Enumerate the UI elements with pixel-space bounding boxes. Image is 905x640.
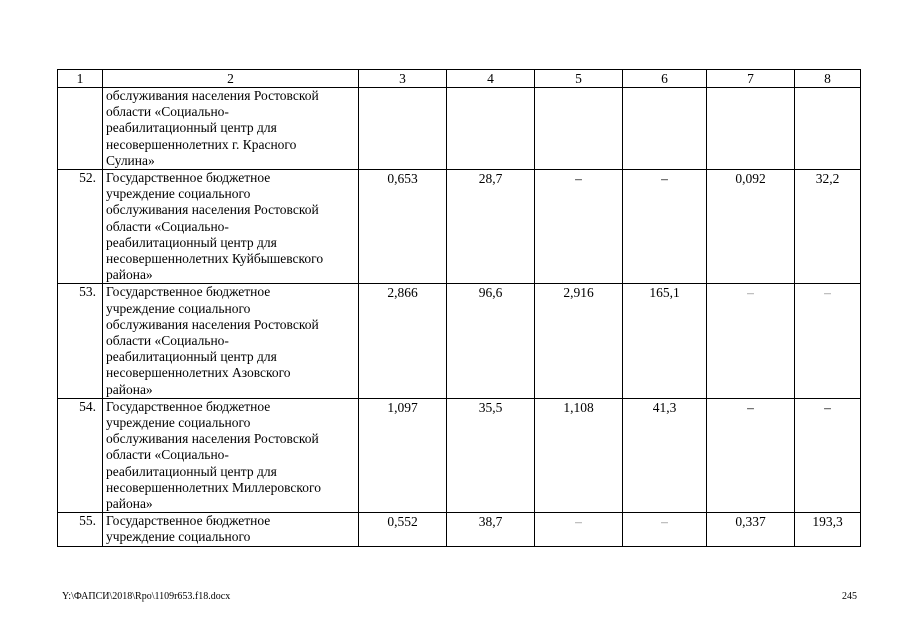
- name-line: обслуживания населения Ростовской: [106, 88, 319, 103]
- page-number: 245: [842, 591, 857, 602]
- name-line: реабилитационный центр для: [106, 234, 277, 250]
- row-number: 54.: [58, 398, 103, 512]
- name-line: области «Социально-: [106, 333, 229, 349]
- column-header: 8: [795, 70, 861, 88]
- name-line: Сулина»: [106, 152, 155, 168]
- name-line: области «Социально-: [106, 218, 229, 234]
- value-cell: [359, 88, 447, 170]
- value-cell: 0,337: [707, 513, 795, 546]
- institution-name: [103, 88, 359, 170]
- name-line: Государственное бюджетное: [106, 513, 271, 529]
- value-cell: 1,108: [535, 398, 623, 512]
- value-cell: [795, 88, 861, 170]
- value-cell: 2,916: [535, 284, 623, 398]
- value-cell: –: [707, 284, 795, 398]
- institution-name: [103, 170, 359, 284]
- value-cell: 165,1: [623, 284, 707, 398]
- table-row: [58, 88, 861, 170]
- table-row: [58, 513, 861, 546]
- name-line: района»: [106, 496, 153, 512]
- file-path: Y:\ФАПСИ\2018\Rpo\1109r653.f18.docx: [62, 591, 231, 602]
- value-cell: 28,7: [447, 170, 535, 284]
- data-table: [57, 69, 861, 547]
- name-line: Государственное бюджетное: [106, 170, 271, 186]
- name-line: обслуживания населения Ростовской: [106, 202, 319, 218]
- value-cell: –: [795, 284, 861, 398]
- row-number: 53.: [58, 284, 103, 398]
- name-line: обслуживания населения Ростовской: [106, 316, 319, 332]
- column-header: 2: [103, 70, 359, 88]
- row-number: [58, 88, 103, 170]
- value-cell: –: [707, 398, 795, 512]
- value-cell: [447, 88, 535, 170]
- row-number: 55.: [58, 513, 103, 546]
- value-cell: –: [795, 398, 861, 512]
- name-line: учреждение социального: [106, 300, 251, 316]
- table-row: [58, 170, 861, 284]
- value-cell: 32,2: [795, 170, 861, 284]
- institution-name: [103, 513, 359, 546]
- column-header: 3: [359, 70, 447, 88]
- name-line: обслуживания населения Ростовской: [106, 431, 319, 447]
- name-line: района»: [106, 267, 153, 283]
- name-line: области «Социально-: [106, 447, 229, 463]
- name-line: несовершеннолетних г. Красного: [106, 136, 297, 152]
- name-line: реабилитационный центр для: [106, 120, 277, 136]
- value-cell: 38,7: [447, 513, 535, 546]
- header-row: [58, 70, 861, 88]
- column-header: 5: [535, 70, 623, 88]
- name-line: несовершеннолетних Миллеровского: [106, 479, 321, 495]
- value-cell: –: [623, 513, 707, 546]
- value-cell: 0,092: [707, 170, 795, 284]
- table-row: [58, 284, 861, 398]
- column-header: 6: [623, 70, 707, 88]
- column-header: 7: [707, 70, 795, 88]
- value-cell: 35,5: [447, 398, 535, 512]
- column-header: 4: [447, 70, 535, 88]
- institution-name: [103, 284, 359, 398]
- name-line: несовершеннолетних Азовского: [106, 365, 291, 381]
- value-cell: 1,097: [359, 398, 447, 512]
- value-cell: 96,6: [447, 284, 535, 398]
- name-line: учреждение социального: [106, 186, 251, 202]
- value-cell: 0,552: [359, 513, 447, 546]
- name-line: несовершеннолетних Куйбышевского: [106, 251, 324, 267]
- institution-name: [103, 398, 359, 512]
- value-cell: –: [535, 513, 623, 546]
- name-line: района»: [106, 381, 153, 397]
- name-line: области «Социально-: [106, 104, 229, 120]
- name-line: учреждение социального: [106, 529, 251, 545]
- name-line: Государственное бюджетное: [106, 284, 271, 300]
- value-cell: 41,3: [623, 398, 707, 512]
- value-cell: –: [535, 170, 623, 284]
- name-line: учреждение социального: [106, 415, 251, 431]
- value-cell: 193,3: [795, 513, 861, 546]
- column-header: 1: [58, 70, 103, 88]
- name-line: реабилитационный центр для: [106, 463, 277, 479]
- value-cell: 2,866: [359, 284, 447, 398]
- value-cell: [707, 88, 795, 170]
- value-cell: 0,653: [359, 170, 447, 284]
- name-line: реабилитационный центр для: [106, 349, 277, 365]
- value-cell: [535, 88, 623, 170]
- value-cell: [623, 88, 707, 170]
- value-cell: –: [623, 170, 707, 284]
- table-row: [58, 398, 861, 512]
- row-number: 52.: [58, 170, 103, 284]
- name-line: Государственное бюджетное: [106, 398, 271, 414]
